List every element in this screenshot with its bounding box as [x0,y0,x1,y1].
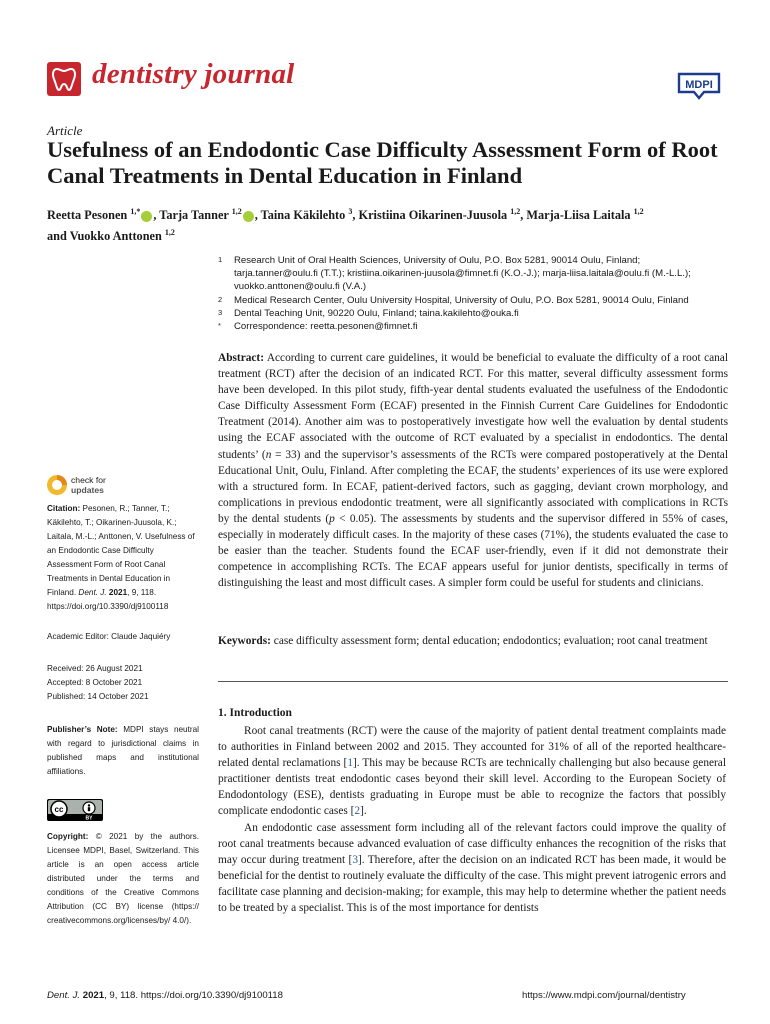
section-divider [218,681,728,682]
author-list: Reetta Pesonen $^{1,*}$ , Tarja Tanner $^{1,2}$ , Taina Käkilehto $^3$, Kristiina Oikarinen-Juusola $^{1,2}$, Marja-Liisa Laitala $^{1,2}$ and Vuokko Anttonen $^{1,2}$ [47,207,644,244]
svg-text:cc: cc [54,805,64,814]
author-affil-sup: 1,2 [510,207,521,216]
footer-citation [47,990,283,1001]
received-date: Received: 26 August 2021 [47,664,143,673]
keywords-label: Keywords: [218,635,271,647]
introduction-body [218,723,726,916]
author-affil-sup: 1,2 [231,207,242,216]
affiliation-number: * [218,321,221,331]
citation-doi[interactable]: https://doi.org/10.3390/dj9100118 [47,602,169,611]
author-name[interactable]: Kristiina Oikarinen-Juusola [358,208,508,223]
affiliation-item [218,307,733,320]
check-for-updates-label[interactable] [71,475,106,495]
check-line: updates [71,485,104,495]
cc-by-label: BY [85,815,93,821]
citation-volume: , 9, 118. [127,588,157,597]
check-for-updates-icon[interactable] [46,474,68,496]
publisher-note [47,723,199,779]
affiliation-line: Dental Teaching Unit, 90220 Oulu, Finland; taina.kakilehto@ouka.fi [234,307,519,319]
author-name[interactable]: Taina Käkilehto [260,208,346,223]
journal-name: dentistry journal [92,58,295,90]
dates-block [47,662,199,704]
author-affil-sup: 1,2 [164,228,175,238]
cc-by-license-icon[interactable] [47,799,103,821]
copyright-block [47,830,199,928]
author-name[interactable]: Reetta Pesonen [47,208,128,223]
keywords [218,633,728,649]
citation-year: 2021 [108,588,128,597]
publisher-note-label: Publisher’s Note: [47,725,118,734]
affiliation-item [218,294,733,307]
check-line: check for [71,475,106,485]
citation-block [47,502,199,614]
affiliation-number: 3 [218,307,223,317]
affiliation-number: 1 [218,255,223,264]
copyright-text: © 2021 by the authors. Licensee MDPI, Basel, Switzerland. This article is an open access article distributed under the terms and conditions of the Creative Commons Attribution (CC BY) license (https:// creativecommons.org/licenses/by/ 4.0/). [47,832,199,925]
abstract-var-p: p [329,512,335,525]
correspondence-line: Correspondence: reetta.pesonen@fimnet.fi [234,321,418,333]
reference-link[interactable]: 1 [347,757,353,770]
affiliation-item [218,254,733,294]
mdpi-logo-icon [676,70,722,100]
reference-link[interactable]: 3 [352,853,358,866]
paragraph [218,723,726,820]
publisher-note-text: MDPI stays neutral with regard to jurisdictional claims in published maps and institutional affiliations. [47,725,199,776]
affiliations [218,254,733,333]
publisher-name: MDPI [685,79,713,91]
author-affil-sup: 1,* [130,207,141,216]
author-affil-sup: 3 [348,207,353,216]
abstract-text: < 0.05). The assessments by students and the supervisor differed in 55% of cases, especially in moderately difficult cases. In the majority of these cases (71%), the students evaluated the case to be easier than the teacher. Students found the ECAF user-friendly, even if it did not demonstrate their competence in accomplishing RCTs. The ECAF appears useful for junior dentists, specifically in terms of distinguishing the least and most difficult cases. A simpler form could be useful for students and clinicians. [218,512,728,590]
paragraph-text: ]. Therefore, after the decision on an indicated RCT has been made, it would be beneficial for the dentist to routinely evaluate the difficulty of the case. This might prevent iatrogenic errors and facilitate case planning and decision-making; for example, this may help to determine whether the patient needs to be treated by a specialist. This is of the most importance for dentists [218,853,726,915]
journal-logo-icon [47,62,81,96]
affiliation-line: vuokko.anttonen@oulu.fi (V.A.) [234,281,367,293]
section-heading: 1. Introduction [218,707,292,719]
keywords-text: case difficulty assessment form; dental education; endodontics; evaluation; root canal treatment [273,635,708,647]
footer-doi[interactable]: , 9, 118. https://doi.org/10.3390/dj9100118 [104,990,283,1001]
paragraph-text: ]. [360,805,367,818]
affiliation-line: Research Unit of Oral Health Sciences, University of Oulu, P.O. Box 5281, 90014 Oulu, Finland; [234,255,641,266]
abstract-label: Abstract: [218,352,264,364]
copyright-label: Copyright: [47,832,89,841]
abstract-text: According to current care guidelines, it would be beneficial to evaluate the difficulty of a root canal treatment (RCT) after the decision of an indicated RCT. For this matter, several difficulty assessment forms have been developed. In this pilot study, fifth-year dental students evaluated the usefulness of the Endodontic Case Difficulty Assessment Form (ECAF) presented in the Finnish Current Care Guidelines for Endodontic Treatment (2014). Another aim was to postoperatively investigate how well the evaluation by dental students using the ECAF associated with the outcome of RCT evaluated by a specialist in endodontics. The dental students’ ( [218,352,728,461]
abstract-var-n: n [265,448,272,461]
abstract-text: = 33) and the supervisor’s assessments of the RCTs were compared postoperatively at the Dental Educational Unit, Oulu, Finland. After completing the ECAF, the students’ experiences of its use were explored with a structured form. In ECAF, patient-derived factors, such as gagging, deviant crown morphology, and complications in previous endodontic treatment, were all significantly associated with complications in RCTs by the dental students ( [218,448,728,525]
affiliation-line: tarja.tanner@oulu.fi (T.T.); kristiina.oikarinen-juusola@fimnet.fi (K.O.-J.); marja-liisa.laitala@oulu.fi (M.-L.L.); [234,268,691,280]
author-affil-sup: 1,2 [633,207,644,216]
author-name[interactable]: Vuokko Anttonen [69,229,162,244]
orcid-icon[interactable] [141,211,152,222]
reference-link[interactable]: 2 [354,805,361,818]
academic-editor: Academic Editor: Claude Jaquiéry [47,632,171,641]
citation-label: Citation: [47,504,81,513]
author-name[interactable]: Tarja Tanner [159,208,229,223]
paragraph-text: Root canal treatments (RCT) were the cause of the majority of patient dental treatment complaints made to authorities in Finland between 2002 and 2015. They accounted for 31% of all of the reported healthcare-related dental reclamations [ [218,725,726,770]
page-title: Usefulness of an Endodontic Case Difficulty Assessment Form of Root Canal Treatments in Dental Education in Finland [47,137,718,188]
affiliation-line: Medical Research Center, Oulu University Hospital, University of Oulu, P.O. Box 5281, 90014 Oulu, Finland [234,294,689,306]
footer-year: 2021 [82,990,105,1001]
affiliation-item [218,320,733,333]
abstract [218,350,728,591]
accepted-date: Accepted: 8 October 2021 [47,678,143,687]
footer-url[interactable]: https://www.mdpi.com/journal/dentistry [522,990,686,1001]
orcid-icon[interactable] [243,211,254,222]
published-date: Published: 14 October 2021 [47,692,149,701]
author-name[interactable]: Marja-Liisa Laitala [526,208,631,223]
affiliation-number: 2 [218,294,223,304]
footer-journal: Dent. J. [47,990,81,1001]
citation-journal: Dent. J. [78,588,107,597]
paragraph-text: An endodontic case assessment form including all of the relevant factors could improve the quality of root canal treatments because advanced evaluation of case difficulty enhances the recognition of the risks that may occur during treatment [ [218,821,726,866]
citation-text: Pesonen, R.; Tanner, T.; Käkilehto, T.; Oikarinen-Juusola, K.; Laitala, M.-L.; Anttonen, V. Usefulness of an Endodontic Case Difficulty Assessment Form of Root Canal Treatments in Dental Education in Finland. [47,504,195,597]
paragraph-text: ]. This may be because RCTs are technically challenging but also because general practitioner dentists treat endodontic cases beyond their skill level. According to the European Society of Endodontology (ESE), dentists graduating in Europe must be able to recognize the factors that possibly complicate endodontic cases [ [218,757,726,818]
paragraph [218,820,726,917]
article-type: Article [47,123,83,138]
